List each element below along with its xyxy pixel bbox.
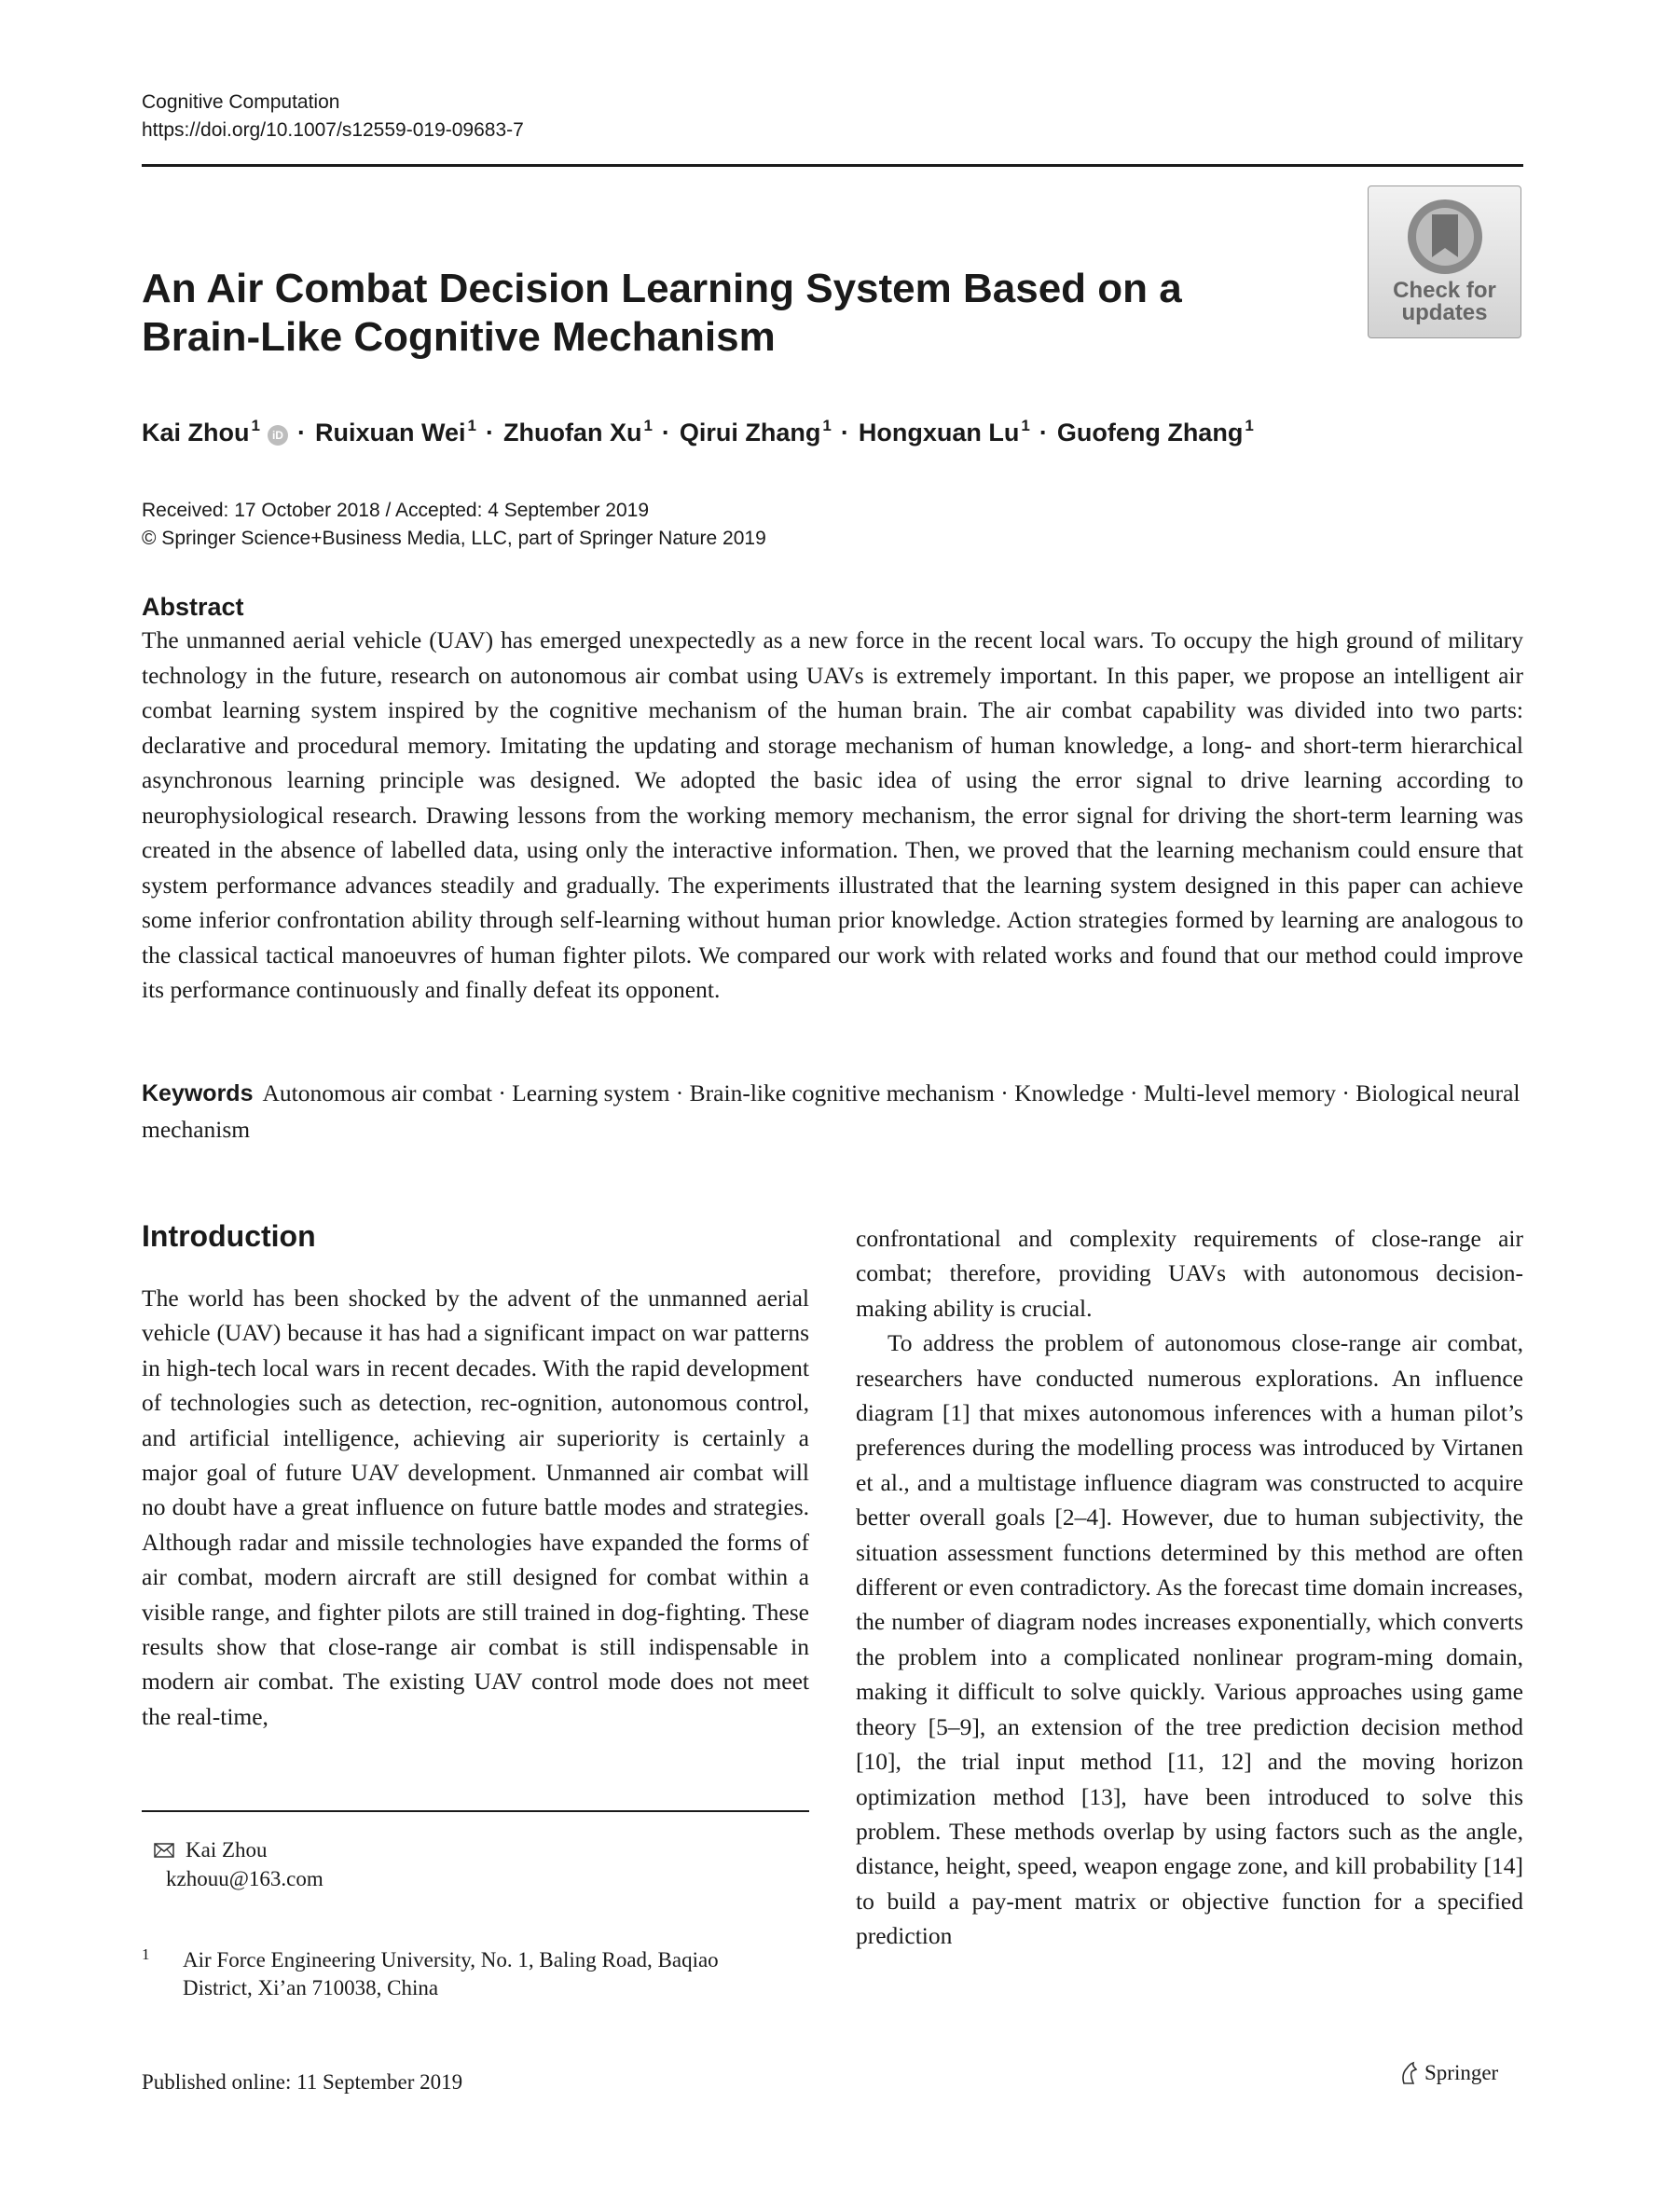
keywords-text: Autonomous air combat · Learning system · Brain-like cognitive mechanism · Knowledge · Multi-level memory · Biological neural mechanism	[142, 1079, 1521, 1143]
author-affil-mark: 1	[643, 417, 653, 434]
intro-paragraph-continued: confrontational and complexity requirements of close-range air combat; therefore, providing UAVs with autonomous decision-making ability is crucial.	[856, 1225, 1523, 1322]
corresponding-author-email[interactable]: kzhouu@163.com	[166, 1867, 323, 1890]
publisher-name: Springer	[1424, 2061, 1499, 2084]
abstract-heading: Abstract	[142, 593, 244, 621]
springer-logo	[1398, 2058, 1498, 2088]
published-online-date: Published online: 11 September 2019	[142, 2070, 463, 2094]
author-list: Kai Zhou $^1$iD · Ruixuan Wei $^1$ · Zhuofan Xu $^1$ · Qirui Zhang $^1$ · Hongxuan Lu $^1$ · Guofeng Zhang $^1$	[142, 417, 1254, 447]
affiliation-text: Air Force Engineering University, No. 1, Baling Road, Baqiao District, Xi’an 710038, China	[183, 1948, 719, 1999]
doi-link[interactable]: https://doi.org/10.1007/s12559-019-09683-7	[142, 119, 524, 141]
author-name: Ruixuan Wei	[314, 419, 466, 447]
crossmark-icon	[1404, 196, 1486, 278]
left-column-text	[142, 1281, 809, 1734]
author-affil-mark: 1	[1021, 417, 1030, 434]
author-affil-mark: 1	[467, 417, 476, 434]
envelope-icon	[154, 1843, 174, 1858]
author-name: Guofeng Zhang	[1056, 419, 1244, 447]
author-affil-mark: 1	[1245, 417, 1254, 434]
springer-horse-icon	[1398, 2061, 1419, 2085]
intro-paragraph-2: To address the problem of autonomous close-range air combat, researchers have conducted numerous explorations. An influence diagram [1] that mixes autonomous inferences with a human pilot’s preferences during the modelling process was introduced by Virtanen et al., and a multistage influence diagram was constructed to acquire better overall goals [2–4]. However, due to human subjectivity, the situation assessment functions determined by this method are often different or even contradictory. As the forecast time domain increases, the number of diagram nodes increases exponentially, which converts the problem into a complicated nonlinear program-ming domain, making it difficult to solve quickly. Various approaches using game theory [5–9], an extension of the tree prediction decision method [10], the trial input method [11, 12] and the moving horizon optimization method [13], have been introduced to solve this problem. These methods overlap by using factors such as the angle, distance, height, speed, weapon engage zone, and kill probability [14] to build a pay-ment matrix or objective function for a specified prediction	[856, 1329, 1523, 1950]
author-name: Zhuofan Xu	[502, 419, 642, 447]
author-affil-mark: 1	[251, 417, 260, 434]
right-column-text	[856, 1221, 1523, 1954]
keywords-label: Keywords	[142, 1080, 254, 1106]
footnote-rule	[142, 1810, 809, 1812]
check-for-updates-badge[interactable]	[1368, 185, 1521, 338]
crossmark-line-1: Check for	[1393, 278, 1496, 303]
author-name: Qirui Zhang	[679, 419, 821, 447]
paper-title: An Air Combat Decision Learning System Based on a Brain-Like Cognitive Mechanism	[142, 266, 1182, 360]
received-accepted-dates: Received: 17 October 2018 / Accepted: 4 September 2019	[142, 500, 650, 521]
introduction-heading: Introduction	[142, 1219, 316, 1253]
crossmark-line-2: updates	[1401, 300, 1488, 325]
author-affil-mark: 1	[822, 417, 832, 434]
intro-paragraph-1: The world has been shocked by the advent of the unmanned aerial vehicle (UAV) because it has had a significant impact on war patterns in high-tech local wars in recent decades. With the rapid development of technologies such as detection, rec-ognition, autonomous control, and artificial intelligence, achieving air superiority is certainly a major goal of future UAV development. Unmanned air combat will no doubt have a great influence on future battle modes and strategies. Although radar and missile technologies have expanded the forms of air combat, modern aircraft are still designed for combat within a visible range, and fighter pilots are still trained in dog-fighting. These results show that close-range air combat is still indispensable in modern air combat. The existing UAV control mode does not meet the real-time,	[142, 1285, 809, 1730]
abstract-text: The unmanned aerial vehicle (UAV) has emerged unexpectedly as a new force in the recent local wars. To occupy the high ground of military technology in the future, research on autonomous air combat using UAVs is extremely important. In this paper, we propose an intelligent air combat learning system inspired by the cognitive mechanism of the human brain. The air combat capability was divided into two parts: declarative and procedural memory. Imitating the updating and storage mechanism of human knowledge, a long- and short-term hierarchical asynchronous learning principle was designed. We adopted the basic idea of using the error signal to drive learning according to neurophysiological research. Drawing lessons from the working memory mechanism, the error signal for driving the short-term learning was created in the absence of labelled data, using only the interactive information. Then, we proved that the learning mechanism could ensure that system performance advances steadily and gradually. The experiments illustrated that the learning system designed in this paper can achieve some inferior confrontation ability through self-learning without human prior knowledge. Action strategies formed by learning are analogous to the classical tactical manoeuvres of human fighter pilots. We compared our work with related works and found that our method could improve its performance continuously and finally defeat its opponent.	[142, 626, 1523, 1003]
header-rule	[142, 164, 1523, 167]
affiliation-number: 1	[142, 1945, 150, 1963]
journal-name: Cognitive Computation	[142, 91, 340, 113]
copyright-line: © Springer Science+Business Media, LLC, part of Springer Nature 2019	[142, 528, 766, 549]
author-name: Hongxuan Lu	[858, 419, 1020, 447]
corresponding-author-name: Kai Zhou	[186, 1838, 268, 1862]
keywords-block	[142, 1076, 1523, 1147]
orcid-icon[interactable]: iD	[268, 425, 288, 446]
author-name: Kai Zhou	[142, 419, 250, 447]
